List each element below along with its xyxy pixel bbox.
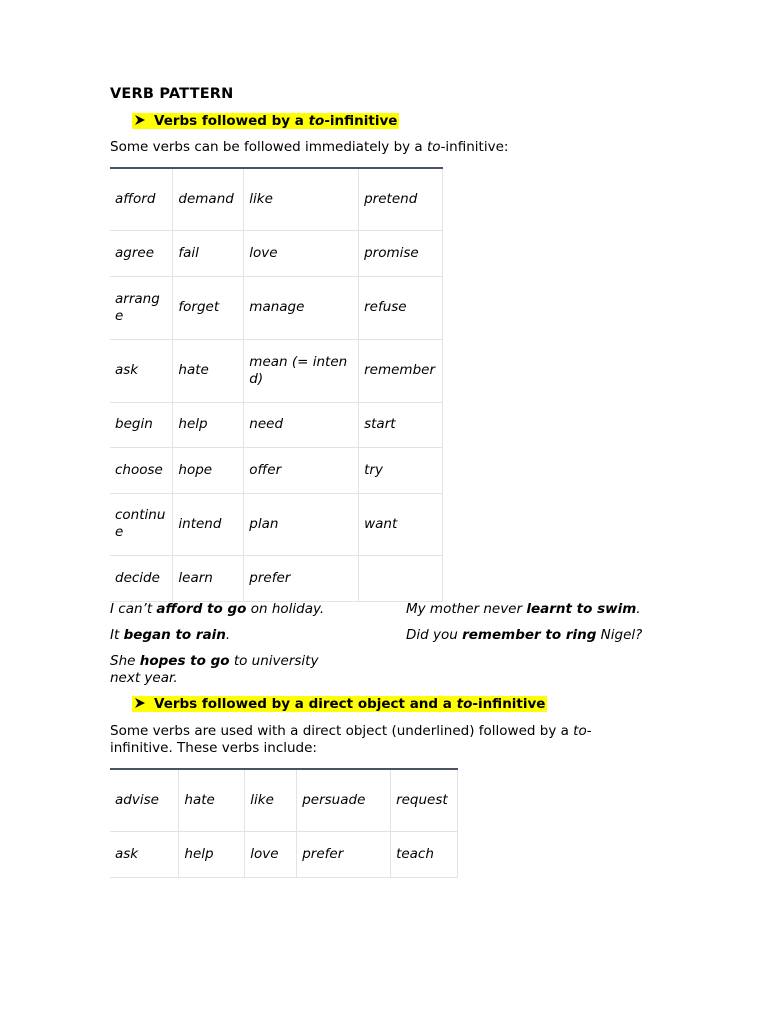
table-cell: persuade — [297, 769, 391, 831]
section2-heading-suffix: -infinitive — [472, 696, 546, 712]
table-cell: ask — [110, 831, 179, 877]
table-cell: teach — [391, 831, 458, 877]
intro-suffix: -infinitive. These verbs include: — [110, 723, 592, 756]
table-cell: start — [359, 402, 443, 447]
table-row — [110, 493, 443, 555]
table-cell: promise — [359, 230, 443, 276]
example-sentence: I can’t afford to go on holiday. — [110, 601, 325, 617]
table-cell: prefer — [244, 555, 359, 601]
page-title: VERB PATTERN — [110, 86, 234, 102]
table-cell: advise — [110, 769, 179, 831]
table-cell: decide — [110, 555, 173, 601]
table-cell: like — [245, 769, 297, 831]
section2-heading-text: Verbs followed by a direct object and a — [154, 696, 457, 712]
table-cell: try — [359, 447, 443, 493]
table-cell: choose — [110, 447, 173, 493]
table-cell: hate — [179, 769, 245, 831]
section1-heading-em: to — [308, 113, 325, 129]
table-cell: arrange — [110, 276, 173, 339]
intro-em: to — [427, 139, 441, 155]
table-cell: learn — [173, 555, 244, 601]
table-cell: hope — [173, 447, 244, 493]
example-sentence: Did you remember to ring Nigel? — [406, 627, 643, 643]
section2-intro — [110, 723, 630, 757]
table-cell: like — [244, 168, 359, 230]
table-cell: forget — [173, 276, 244, 339]
section2-heading — [132, 696, 547, 712]
table-cell: help — [173, 402, 244, 447]
table-cell: fail — [173, 230, 244, 276]
table-cell: begin — [110, 402, 173, 447]
table-cell: intend — [173, 493, 244, 555]
table-cell: help — [179, 831, 245, 877]
table-cell: love — [245, 831, 297, 877]
section2-heading-em: to — [456, 696, 473, 712]
example-sentence: She hopes to go to university next year. — [110, 653, 319, 686]
table-cell — [359, 555, 443, 601]
intro-text: Some verbs are used with a direct object (underlined) followed by a — [110, 723, 574, 739]
table-cell: afford — [110, 168, 173, 230]
table-row — [110, 276, 443, 339]
verb-table-1 — [110, 167, 443, 602]
example-sentence: My mother never learnt to swim. — [406, 601, 641, 617]
table-row — [110, 402, 443, 447]
example-sentence: It began to rain. — [110, 627, 231, 643]
table-row — [110, 831, 458, 877]
table-row — [110, 168, 443, 230]
table-cell: prefer — [297, 831, 391, 877]
arrow-bullet-icon — [134, 114, 146, 126]
table-cell: plan — [244, 493, 359, 555]
table-cell: manage — [244, 276, 359, 339]
table-cell: remember — [359, 339, 443, 402]
intro-em: to — [573, 723, 587, 739]
table-cell: pretend — [359, 168, 443, 230]
table-row — [110, 339, 443, 402]
section1-heading-text: Verbs followed by a — [154, 113, 309, 129]
intro-text: Some verbs can be followed immediately by a — [110, 139, 427, 155]
table-cell: hate — [173, 339, 244, 402]
section1-heading-suffix: -infinitive — [324, 113, 398, 129]
table-cell: refuse — [359, 276, 443, 339]
table-cell: offer — [244, 447, 359, 493]
table-row — [110, 555, 443, 601]
table-cell: mean (= intend) — [244, 339, 359, 402]
table-cell: continue — [110, 493, 173, 555]
section1-heading — [132, 113, 399, 129]
intro-suffix: -infinitive: — [440, 139, 509, 155]
table-row — [110, 769, 458, 831]
arrow-bullet-icon — [134, 697, 146, 709]
table-cell: love — [244, 230, 359, 276]
table-cell: want — [359, 493, 443, 555]
table-cell: demand — [173, 168, 244, 230]
table-cell: request — [391, 769, 458, 831]
section1-intro — [110, 139, 508, 156]
table-row — [110, 447, 443, 493]
verb-table-2 — [110, 768, 458, 878]
table-cell: need — [244, 402, 359, 447]
table-cell: agree — [110, 230, 173, 276]
table-cell: ask — [110, 339, 173, 402]
table-row — [110, 230, 443, 276]
